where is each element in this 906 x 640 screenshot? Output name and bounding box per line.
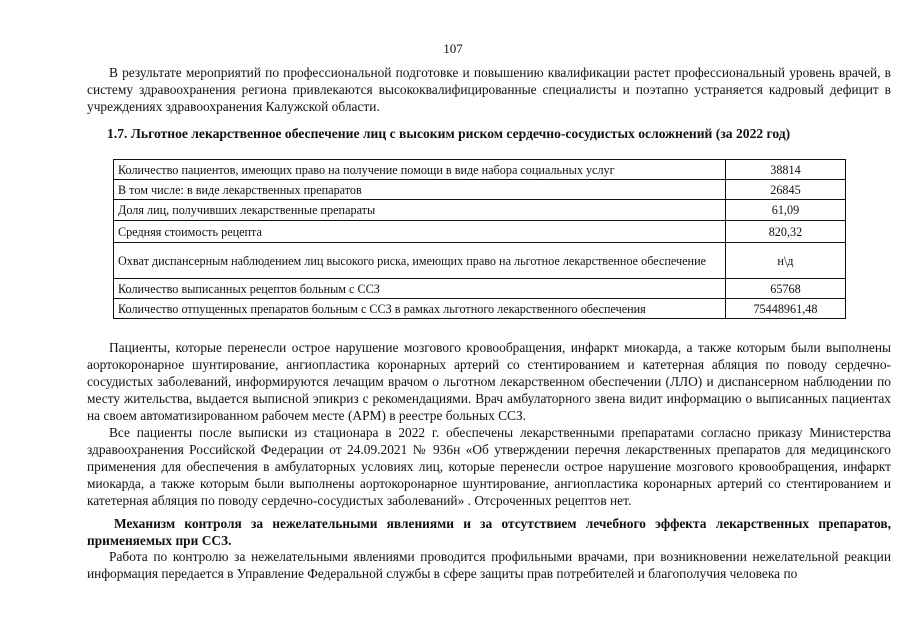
- mechanism-heading: Механизм контроля за нежелательными явлениями и за отсутствием лечебного эффекта лекарственных препаратов, применяемых при ССЗ.: [87, 516, 891, 548]
- mechanism-heading-block: [87, 515, 891, 549]
- table-cell-value: 820,32: [725, 221, 845, 243]
- table-cell-label: Количество отпущенных препаратов больным с ССЗ в рамках льготного лекарственного обеспечения: [114, 299, 726, 319]
- intro-paragraph-block: [87, 64, 891, 115]
- table-cell-label: Количество выписанных рецептов больным с ССЗ: [114, 279, 726, 299]
- table-cell-value: н\д: [725, 243, 845, 279]
- table-row: [114, 279, 846, 299]
- table-cell-label: Количество пациентов, имеющих право на получение помощи в виде набора социальных услуг: [114, 160, 726, 180]
- patients-text-block: [87, 339, 891, 509]
- patients-paragraph: Все пациенты после выписки из стационара в 2022 г. обеспечены лекарственными препаратами согласно приказу Министерства здравоохранения Российской Федерации от 24.09.2021 № 936н «Об утверждении перечня лекарственных препаратов для медицинского применения для обеспечения в амбулаторных условиях лиц, которые перенесли острое нарушение мозгового кровообращения, инфаркт миокарда, а также которым были выполнены аортокоронарное шунтирование, ангиопластика коронарных артерий со стентированием и катетерная абляция по поводу сердечно-сосудистых заболеваний» . Отсроченных рецептов нет.: [87, 425, 891, 508]
- table-row: [114, 180, 846, 200]
- page-number: 107: [443, 41, 463, 56]
- mechanism-paragraph: Работа по контролю за нежелательными явлениями проводится профильными врачами, при возникновении нежелательной реакции информация передается в Управление Федеральной службы в сфере защиты прав потребителей и благополучия человека по: [87, 549, 891, 581]
- table-cell-value: 26845: [725, 180, 845, 200]
- table-cell-label: В том числе: в виде лекарственных препаратов: [114, 180, 726, 200]
- section-heading: 1.7. Льготное лекарственное обеспечение лиц с высоким риском сердечно-сосудистых осложнений (за 2022 год): [107, 126, 791, 141]
- table-row: [114, 299, 846, 319]
- table-cell-label: Охват диспансерным наблюдением лиц высокого риска, имеющих право на льготное лекарственное обеспечение: [114, 243, 726, 279]
- table-row: [114, 160, 846, 180]
- patients-paragraph: Пациенты, которые перенесли острое нарушение мозгового кровообращения, инфаркт миокарда, а также которым были выполнены аортокоронарное шунтирование, ангиопластика коронарных артерий со стентированием и катетерная абляция по поводу сердечно-сосудистых заболеваний, информируются лечащим врачом о льготном лекарственном обеспечении (ЛЛО) и диспансерном наблюдении по месту жительства, выдается выписной эпикриз с рекомендациями. Врач амбулаторного звена видит информацию о выписанных пациентах на своем автоматизированном рабочем месте (АРМ) в реестре больных ССЗ.: [87, 340, 891, 423]
- table-cell-value: 75448961,48: [725, 299, 845, 319]
- table-cell-value: 61,09: [725, 200, 845, 221]
- table-cell-label: Средняя стоимость рецепта: [114, 221, 726, 243]
- table-row: [114, 200, 846, 221]
- table-cell-value: 38814: [725, 160, 845, 180]
- mechanism-text-block: [87, 548, 891, 582]
- table-cell-label: Доля лиц, получивших лекарственные препараты: [114, 200, 726, 221]
- medication-supply-table: [113, 159, 846, 319]
- table-row: [114, 243, 846, 279]
- intro-paragraph: В результате мероприятий по профессиональной подготовке и повышению квалификации растет профессиональный уровень врачей, в систему здравоохранения региона привлекаются высококвалифицированные специалисты и поэтапно устраняется кадровый дефицит в учреждениях здравоохранения Калужской области.: [87, 65, 891, 114]
- table-row: [114, 221, 846, 243]
- table-cell-value: 65768: [725, 279, 845, 299]
